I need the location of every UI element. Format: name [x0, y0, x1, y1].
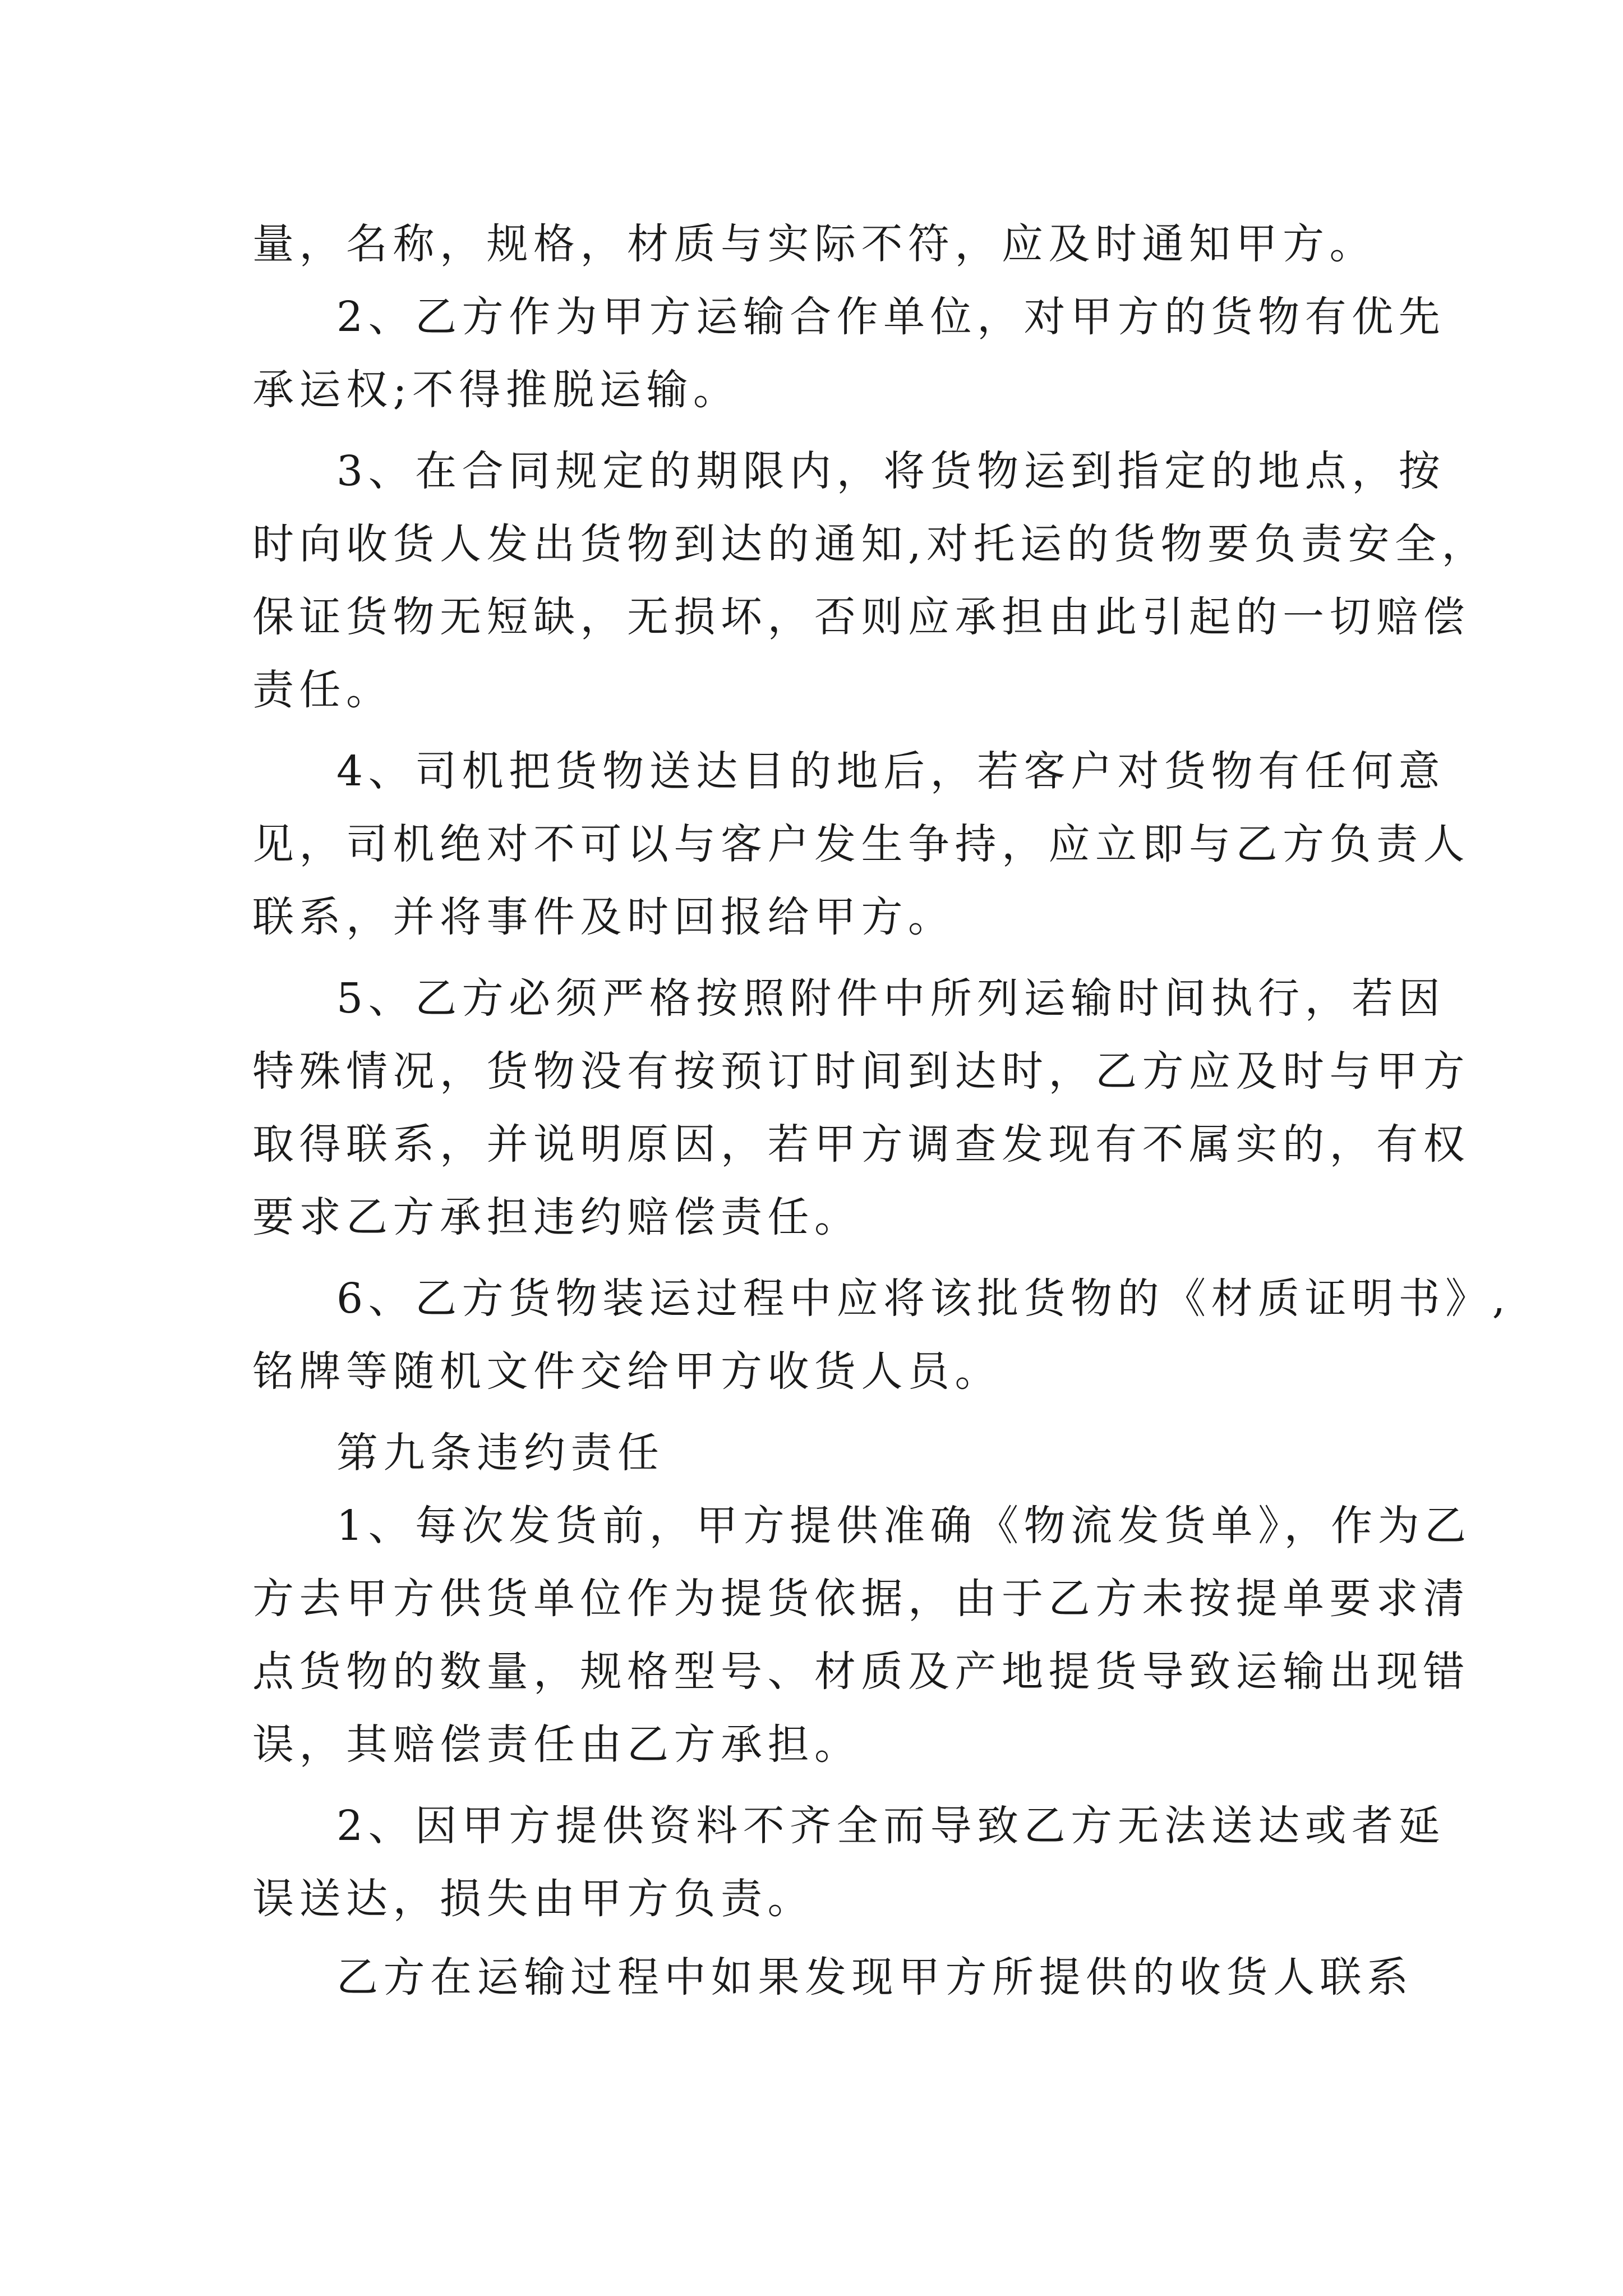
text-line: 要求乙方承担违约赔偿责任。: [252, 1193, 861, 1241]
text-line: 1、每次发货前，甲方提供准确《物流发货单》，作为乙: [336, 1502, 1472, 1550]
text-line: 2、因甲方提供资料不齐全而导致乙方无法送达或者延: [336, 1802, 1446, 1850]
text-line: 特殊情况，货物没有按预订时间到达时，乙方应及时与甲方: [252, 1047, 1470, 1096]
text-line: 时向收货人发出货物到达的通知,对托运的货物要负责安全，: [252, 520, 1489, 568]
text-line: 取得联系，并说明原因，若甲方调查发现有不属实的，有权: [252, 1120, 1470, 1168]
section-heading: 第九条违约责任: [336, 1429, 665, 1477]
text-line: 乙方在运输过程中如果发现甲方所提供的收货人联系: [336, 1953, 1414, 2001]
text-line: 责任。: [252, 666, 393, 714]
text-line: 误送达，损失由甲方负责。: [252, 1875, 814, 1923]
text-line: 误，其赔偿责任由乙方承担。: [252, 1720, 861, 1769]
text-line: 方去甲方供货单位作为提货依据，由于乙方未按提单要求清: [252, 1575, 1470, 1623]
text-line: 量，名称，规格，材质与实际不符，应及时通知甲方。: [252, 220, 1376, 268]
text-line: 见，司机绝对不可以与客户发生争持，应立即与乙方负责人: [252, 820, 1470, 868]
text-line: 保证货物无短缺，无损坏，否则应承担由此引起的一切赔偿: [252, 593, 1470, 641]
text-line: 联系，并将事件及时回报给甲方。: [252, 893, 955, 941]
text-line: 4、司机把货物送达目的地后，若客户对货物有任何意: [336, 747, 1446, 795]
text-line: 5、乙方必须严格按照附件中所列运输时间执行，若因: [336, 974, 1446, 1023]
text-line: 铭牌等随机文件交给甲方收货人员。: [252, 1347, 1002, 1396]
text-line: 点货物的数量，规格型号、材质及产地提货导致运输出现错: [252, 1648, 1470, 1696]
text-line: 2、乙方作为甲方运输合作单位，对甲方的货物有优先: [336, 293, 1446, 341]
text-line: 承运权;不得推脱运输。: [252, 366, 740, 414]
text-line: 6、乙方货物装运过程中应将该批货物的《材质证明书》,: [336, 1274, 1511, 1323]
text-line: 3、在合同规定的期限内，将货物运到指定的地点，按: [336, 447, 1446, 495]
